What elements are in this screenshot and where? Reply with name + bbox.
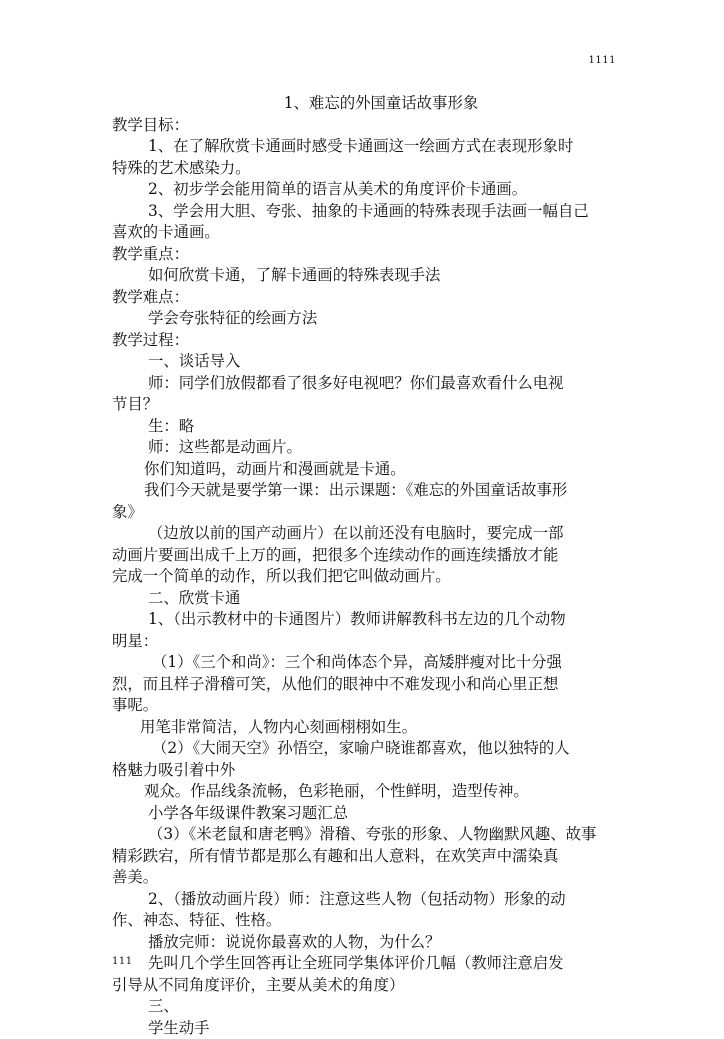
paragraph-line: 象》 bbox=[112, 502, 622, 524]
paragraph-line: 播放完师：说说你最喜欢的人物，为什么？ bbox=[112, 932, 622, 954]
paragraph-line: 善美。 bbox=[112, 867, 622, 889]
paragraph-line: 作、神态、特征、性格。 bbox=[112, 910, 622, 932]
paragraph-line: 事呢。 bbox=[112, 695, 622, 717]
section-heading: 教学目标： bbox=[112, 115, 622, 137]
document-body bbox=[112, 93, 622, 1039]
paragraph-line: 喜欢的卡通画。 bbox=[112, 222, 622, 244]
paragraph-line: 引导从不同角度评价，主要从美术的角度） bbox=[112, 975, 622, 997]
subsection-heading: 一、谈话导入 bbox=[112, 351, 622, 373]
paragraph-line: 2、初步学会能用简单的语言从美术的角度评价卡通画。 bbox=[112, 179, 622, 201]
paragraph-line: 烈，而且样子滑稽可笑，从他们的眼神中不难发现小和尚心里正想 bbox=[112, 674, 622, 696]
section-heading: 教学重点： bbox=[112, 244, 622, 266]
paragraph-line: 1、（出示教材中的卡通图片）教师讲解教科书左边的几个动物 bbox=[112, 609, 622, 631]
paragraph-line: 我们今天就是要学第一课：出示课题：《难忘的外国童话故事形 bbox=[112, 480, 622, 502]
paragraph-line: 生：略 bbox=[112, 416, 622, 438]
paragraph-line: （1）《三个和尚》：三个和尚体态个异，高矮胖瘦对比十分强 bbox=[112, 652, 622, 674]
paragraph-line: 观众。作品线条流畅，色彩艳丽，个性鲜明，造型传神。 bbox=[112, 781, 622, 803]
header-page-number: 1111 bbox=[589, 55, 616, 66]
paragraph-line: 精彩跌宕，所有情节都是那么有趣和出人意料，在欢笑声中濡染真 bbox=[112, 846, 622, 868]
paragraph-line: （2）《大闹天空》孙悟空，家喻户晓谁都喜欢，他以独特的人 bbox=[112, 738, 622, 760]
paragraph-line: 如何欣赏卡通，了解卡通画的特殊表现手法 bbox=[112, 265, 622, 287]
paragraph-line: 完成一个简单的动作，所以我们把它叫做动画片。 bbox=[112, 566, 622, 588]
paragraph-line: 动画片要画出成千上万的画，把很多个连续动作的画连续播放才能 bbox=[112, 545, 622, 567]
paragraph-line: 先叫几个学生回答再让全班同学集体评价几幅（教师注意启发 bbox=[112, 953, 622, 975]
paragraph-line: 学会夸张特征的绘画方法 bbox=[112, 308, 622, 330]
section-heading: 教学过程： bbox=[112, 330, 622, 352]
document-title: 1、难忘的外国童话故事形象 bbox=[112, 93, 622, 115]
paragraph-line: 师：同学们放假都看了很多好电视吧？你们最喜欢看什么电视 bbox=[112, 373, 622, 395]
paragraph-line: 节目？ bbox=[112, 394, 622, 416]
paragraph-line: （3）《米老鼠和唐老鸭》滑稽、夸张的形象、人物幽默风趣、故事 bbox=[112, 824, 622, 846]
paragraph-line: 1、在了解欣赏卡通画时感受卡通画这一绘画方式在表现形象时 bbox=[112, 136, 622, 158]
paragraph-line: 学生动手 bbox=[112, 1018, 622, 1039]
paragraph-line: 特殊的艺术感染力。 bbox=[112, 158, 622, 180]
paragraph-line: 3、学会用大胆、夸张、抽象的卡通画的特殊表现手法画一幅自己 bbox=[112, 201, 622, 223]
subsection-heading: 二、欣赏卡通 bbox=[112, 588, 622, 610]
footer-page-number: 111 bbox=[112, 956, 133, 967]
paragraph-line: 师：这些都是动画片。 bbox=[112, 437, 622, 459]
subsection-heading: 三、 bbox=[112, 996, 622, 1018]
paragraph-line: （边放以前的国产动画片）在以前还没有电脑时，要完成一部 bbox=[112, 523, 622, 545]
section-heading: 教学难点： bbox=[112, 287, 622, 309]
paragraph-line: 你们知道吗，动画片和漫画就是卡通。 bbox=[112, 459, 622, 481]
paragraph-line: 明星： bbox=[112, 631, 622, 653]
paragraph-line: 小学各年级课件教案习题汇总 bbox=[112, 803, 622, 825]
paragraph-line: 2、（播放动画片段）师：注意这些人物（包括动物）形象的动 bbox=[112, 889, 622, 911]
paragraph-line: 格魅力吸引着中外 bbox=[112, 760, 622, 782]
paragraph-line: 用笔非常简洁，人物内心刻画栩栩如生。 bbox=[112, 717, 622, 739]
